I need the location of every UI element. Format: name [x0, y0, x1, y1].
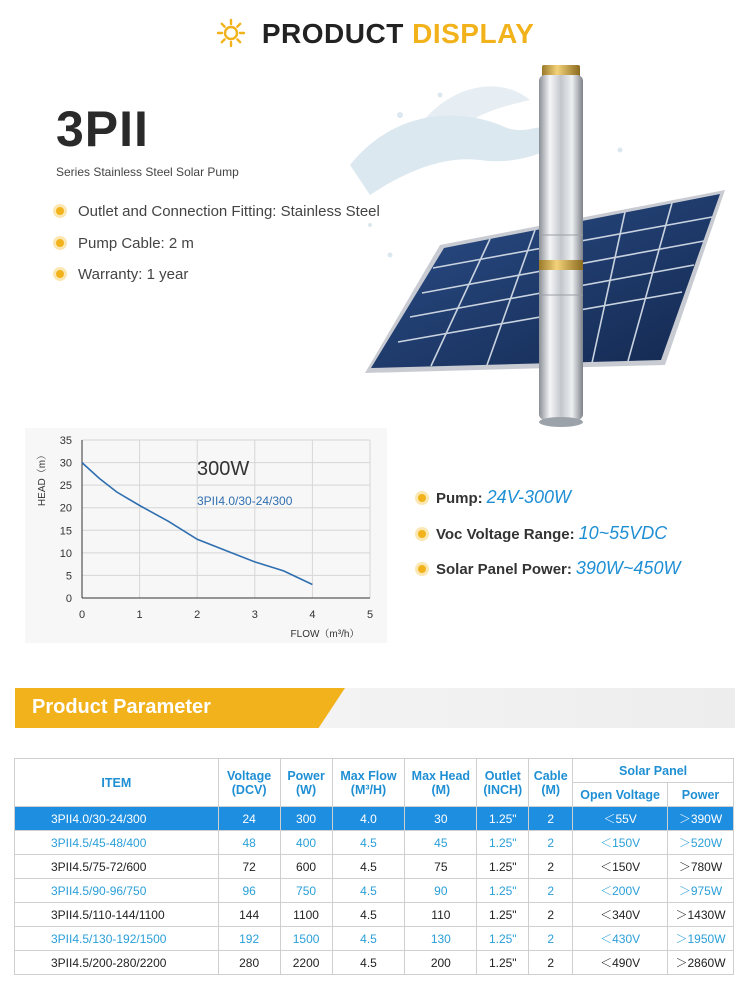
table-cell: ＜340V [573, 903, 668, 927]
y-tick-label: 30 [59, 457, 72, 470]
x-tick-label: 5 [366, 609, 374, 621]
title-word-1: PRODUCT [261, 18, 404, 49]
table-cell: 4.5 [332, 951, 405, 975]
table-cell: ＜150V [573, 831, 668, 855]
chart-subtitle: 3PII4.0/30-24/300 [197, 494, 293, 508]
table-cell: 2 [529, 903, 573, 927]
col-solar-panel: Solar Panel [573, 759, 734, 783]
y-tick-label: 5 [65, 570, 72, 583]
col-outlet: Outlet (INCH) [477, 759, 529, 807]
bullet-icon [418, 565, 426, 573]
table-cell: 4.5 [332, 831, 405, 855]
col-sp-power: Power [668, 783, 734, 807]
cell-item: 3PII4.5/90-96/750 [15, 879, 219, 903]
table-cell: 1100 [280, 903, 332, 927]
col-power: Power (W) [280, 759, 332, 807]
feature-text: Warranty: 1 year [78, 266, 189, 283]
bullet-icon [56, 270, 64, 278]
parameter-table [14, 758, 734, 975]
col-max-head: Max Head (M) [405, 759, 477, 807]
table-cell: ＞520W [668, 831, 734, 855]
table-cell: 110 [405, 903, 477, 927]
table-cell: ＞1950W [668, 927, 734, 951]
table-cell: 2 [529, 807, 573, 831]
col-cable: Cable (M) [529, 759, 573, 807]
y-tick-label: 10 [59, 547, 72, 560]
table-cell: ＞780W [668, 855, 734, 879]
cell-item: 3PII4.5/130-192/1500 [15, 927, 219, 951]
y-axis-label: HEAD（m） [37, 449, 48, 507]
chart-title: 300W [197, 458, 250, 480]
x-tick-label: 1 [136, 609, 143, 621]
table-cell: 1.25" [477, 855, 529, 879]
spec-voc [418, 523, 667, 544]
pump-icon [539, 65, 583, 427]
x-axis-label: FLOW（m³/h） [290, 629, 360, 640]
table-cell: ＞2860W [668, 951, 734, 975]
table-cell: 30 [405, 807, 477, 831]
title-word-2: DISPLAY [412, 18, 535, 49]
parameter-banner [15, 688, 735, 728]
table-cell: 1.25" [477, 807, 529, 831]
performance-chart [25, 428, 387, 643]
table-cell: 4.5 [332, 879, 405, 903]
spec-label: Pump: [436, 490, 483, 507]
bullet-icon [56, 207, 64, 215]
feature-text: Pump Cable: 2 m [78, 235, 194, 252]
sun-icon [216, 18, 246, 48]
cell-item: 3PII4.5/45-48/400 [15, 831, 219, 855]
col-item: ITEM [15, 759, 219, 807]
bullet-icon [56, 239, 64, 247]
spec-label: Solar Panel Power: [436, 561, 572, 578]
cell-item: 3PII4.5/75-72/600 [15, 855, 219, 879]
table-cell: 2 [529, 831, 573, 855]
table-cell: 1.25" [477, 903, 529, 927]
table-cell: 72 [218, 855, 280, 879]
y-tick-label: 0 [65, 593, 72, 605]
y-tick-label: 20 [59, 502, 72, 515]
col-open-voltage: Open Voltage [573, 783, 668, 807]
table-row [15, 903, 734, 927]
table-cell: ＞1430W [668, 903, 734, 927]
spec-solar-power [418, 558, 680, 579]
table-cell: 2 [529, 927, 573, 951]
feature-item [56, 235, 194, 252]
banner-label: Product Parameter [32, 696, 211, 718]
table-row [15, 927, 734, 951]
table-cell: 1.25" [477, 951, 529, 975]
cell-item: 3PII4.5/200-280/2200 [15, 951, 219, 975]
table-cell: 45 [405, 831, 477, 855]
table-cell: 4.5 [332, 903, 405, 927]
table-row [15, 951, 734, 975]
product-illustration [330, 55, 740, 440]
feature-text: Outlet and Connection Fitting: Stainless Steel [78, 203, 380, 220]
table-cell: 4.5 [332, 927, 405, 951]
table-cell: 1.25" [477, 927, 529, 951]
product-model: 3PII [56, 101, 149, 157]
table-cell: 200 [405, 951, 477, 975]
table-cell: 192 [218, 927, 280, 951]
table-cell: 4.5 [332, 855, 405, 879]
table-cell: 2 [529, 879, 573, 903]
table-cell: ＜490V [573, 951, 668, 975]
spec-value: 390W~450W [575, 558, 681, 578]
table-row [15, 879, 734, 903]
table-cell: 1.25" [477, 879, 529, 903]
x-tick-label: 4 [309, 609, 316, 621]
table-cell: 24 [218, 807, 280, 831]
table-cell: ＜55V [573, 807, 668, 831]
spec-pump [418, 487, 571, 508]
feature-item [56, 266, 188, 283]
cell-item: 3PII4.0/30-24/300 [15, 807, 219, 831]
table-cell: 144 [218, 903, 280, 927]
table-cell: ＞390W [668, 807, 734, 831]
y-tick-label: 35 [59, 435, 72, 447]
spec-label: Voc Voltage Range: [436, 526, 575, 543]
col-max-flow: Max Flow (M³/H) [332, 759, 405, 807]
table-cell: 130 [405, 927, 477, 951]
table-cell: 2 [529, 855, 573, 879]
table-cell: 1500 [280, 927, 332, 951]
table-cell: 4.0 [332, 807, 405, 831]
table-cell: 48 [218, 831, 280, 855]
table-cell: 2200 [280, 951, 332, 975]
x-tick-label: 2 [194, 609, 201, 621]
table-cell: 75 [405, 855, 477, 879]
table-cell: 2 [529, 951, 573, 975]
col-voltage: Voltage (DCV) [218, 759, 280, 807]
bullet-icon [418, 494, 426, 502]
y-tick-label: 15 [59, 525, 72, 538]
table-cell: 600 [280, 855, 332, 879]
table-cell: 750 [280, 879, 332, 903]
table-cell: 96 [218, 879, 280, 903]
table-row[interactable] [15, 807, 734, 831]
bullet-icon [418, 530, 426, 538]
table-cell: 280 [218, 951, 280, 975]
table-cell: ＜150V [573, 855, 668, 879]
section-title [0, 18, 750, 50]
cell-item: 3PII4.5/110-144/1100 [15, 903, 219, 927]
spec-value: 24V-300W [486, 487, 572, 507]
table-cell: ＜430V [573, 927, 668, 951]
y-tick-label: 25 [59, 480, 72, 493]
table-cell: 90 [405, 879, 477, 903]
table-cell: 1.25" [477, 831, 529, 855]
spec-value: 10~55VDC [578, 523, 668, 543]
x-tick-label: 0 [78, 609, 86, 621]
table-header-row [15, 759, 734, 783]
table-row [15, 855, 734, 879]
table-cell: ＜200V [573, 879, 668, 903]
table-cell: ＞975W [668, 879, 734, 903]
x-tick-label: 3 [251, 609, 258, 621]
table-row [15, 831, 734, 855]
table-cell: 400 [280, 831, 332, 855]
product-subtitle: Series Stainless Steel Solar Pump [56, 165, 239, 179]
table-cell: 300 [280, 807, 332, 831]
